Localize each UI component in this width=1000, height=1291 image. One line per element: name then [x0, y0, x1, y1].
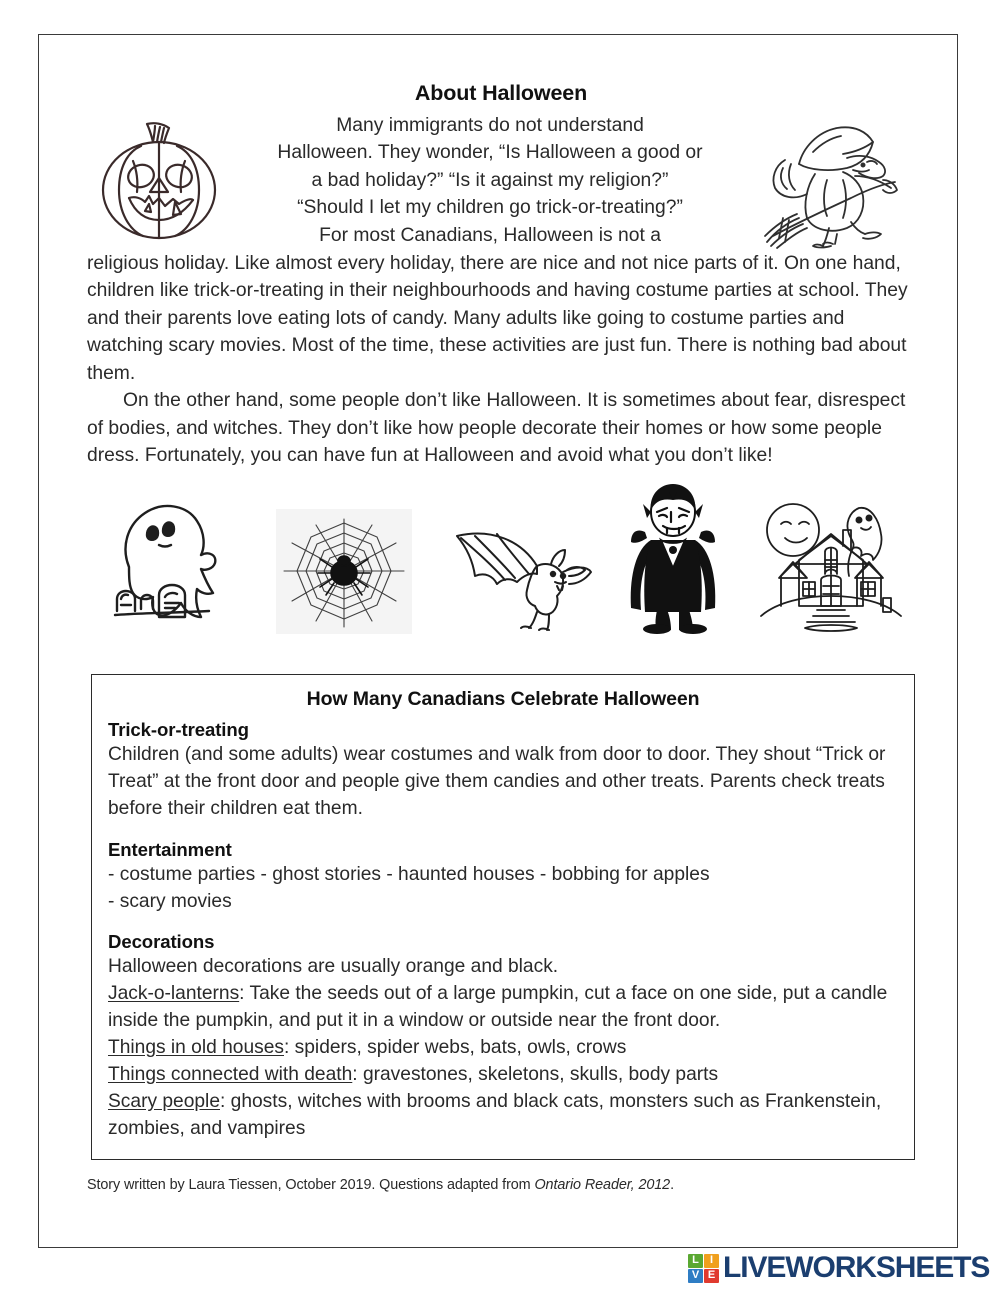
decoration-item: [108, 1062, 898, 1089]
intro-line: Many immigrants do not understand: [336, 115, 644, 136]
jack-o-lantern-icon: [93, 116, 225, 244]
logo-tile-l: L: [688, 1254, 703, 1268]
section-body-line: - scary movies: [108, 890, 232, 912]
decoration-definition: : ghosts, witches with brooms and black cats, monsters such as Frankenstein, zombies, and vampires: [108, 1090, 882, 1139]
info-box: [91, 674, 915, 1160]
paragraph-1: religious holiday. Like almost every holiday, there are nice and not nice parts of it. On one hand, children like trick-or-treating in their neighbourhoods and having costume parties at school. They and their parents love eating lots of candy. Many adults like going to costume parties and watching scary movies. Most of the time, these activities are just fun. There is nothing bad about them.: [87, 253, 908, 384]
body-paragraphs: [87, 250, 915, 470]
section-heading: Entertainment: [108, 838, 232, 860]
section-heading: Trick-or-treating: [108, 719, 249, 740]
decoration-definition: : spiders, spider webs, bats, owls, crows: [284, 1037, 627, 1058]
intro-section: [87, 112, 915, 250]
clipart-strip: [101, 484, 905, 634]
decoration-item: [108, 1035, 898, 1062]
section-body-line: - costume parties - ghost stories - haunted houses - bobbing for apples: [108, 863, 710, 885]
bat-icon: [441, 522, 591, 634]
liveworksheets-logo[interactable]: [688, 1253, 989, 1283]
logo-tile-e: E: [704, 1269, 719, 1283]
intro-line: For most Canadians, Halloween is not a: [319, 224, 661, 246]
info-box-title: How Many Canadians Celebrate Halloween: [306, 688, 700, 710]
clipart-cell: [441, 522, 591, 634]
intro-line: “Should I let my children go trick-or-treating?”: [297, 197, 683, 219]
decoration-item: [108, 981, 898, 1035]
intro-line: Halloween. They wonder, “Is Halloween a good or: [277, 142, 703, 164]
clipart-cell: [755, 494, 905, 634]
decoration-definition: : Take the seeds out of a large pumpkin, cut a face on one side, put a candle inside the pumpkin, and put it in a window or outside near the front door.: [108, 983, 888, 1032]
decoration-item: [108, 1089, 898, 1143]
decorations-intro: Halloween decorations are usually orange and black.: [108, 956, 559, 978]
credit-source: Ontario Reader, 2012: [534, 1177, 671, 1193]
page-content: [87, 53, 915, 634]
liveworksheets-wordmark: LIVEWORKSHEETS: [723, 1251, 990, 1284]
decoration-term: Scary people: [108, 1090, 220, 1112]
clipart-cell: [621, 482, 726, 634]
intro-line: a bad holiday?” “Is it against my religion?”: [311, 169, 669, 191]
decoration-term: Jack-o-lanterns: [108, 983, 240, 1005]
page-title: About Halloween: [414, 81, 588, 105]
credit-line: [87, 1177, 674, 1193]
haunted-house-with-moon-and-ghost-icon: [755, 494, 905, 634]
decoration-definition: : gravestones, skeletons, skulls, body parts: [352, 1063, 719, 1085]
section-spacer: [108, 915, 898, 931]
section-body: Children (and some adults) wear costumes and walk from door to door. They shout “Trick or Treat” at the front door and people give them candies and other treats. Parents check treats before their children eat them.: [108, 744, 886, 819]
info-section-decorations: [108, 931, 898, 1142]
section-spacer: [108, 823, 898, 839]
worksheet-page: [38, 34, 958, 1248]
info-section-trick-or-treating: [108, 719, 898, 823]
spider-web-icon: [276, 509, 412, 634]
clipart-cell: [101, 489, 246, 634]
decoration-term: Things connected with death: [108, 1063, 353, 1085]
paragraph-2: On the other hand, some people don’t like Halloween. It is sometimes about fear, disrespect of bodies, and witches. They don’t like how people decorate their homes or how some people dress. Fortunately, you can have fun at Halloween and avoid what you don’t like!: [87, 390, 906, 467]
vampire-icon: [621, 482, 726, 634]
credit-prefix: Story written by Laura Tiessen, October 2019. Questions adapted from: [87, 1177, 535, 1193]
credit-suffix: .: [670, 1177, 674, 1193]
witch-on-broom-icon: [755, 118, 913, 248]
section-heading: Decorations: [108, 931, 215, 953]
logo-tile-v: V: [688, 1269, 703, 1283]
clipart-cell: [276, 509, 412, 634]
liveworksheets-logo-icon: [688, 1254, 719, 1283]
ghost-with-gravestones-icon: [101, 489, 246, 634]
info-section-entertainment: [108, 839, 898, 916]
logo-tile-i: I: [704, 1254, 719, 1268]
decoration-term: Things in old houses: [108, 1037, 284, 1058]
